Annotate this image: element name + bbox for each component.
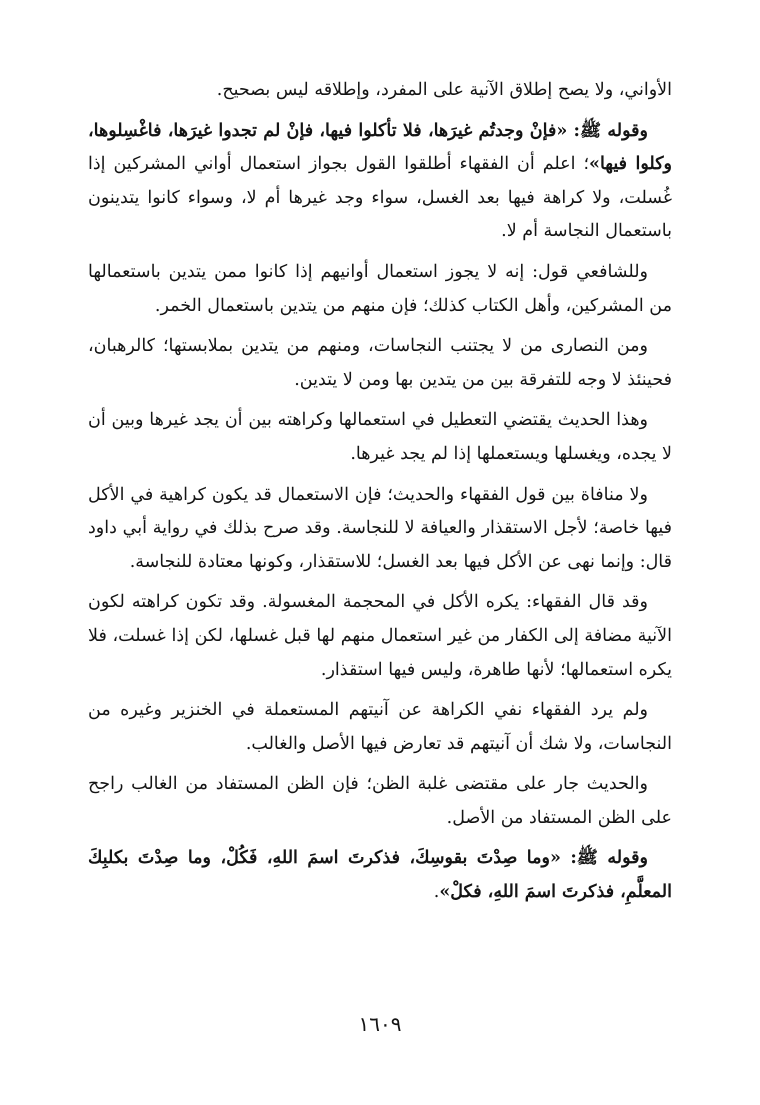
paragraph [88,330,672,397]
paragraph [88,479,672,580]
text-run: وهذا الحديث يقتضي التعطيل في استعمالها وكراهته بين أن يجد غيرها وبين أن لا يجده، ويغسلها ويستعملها إذا لم يجد غيرها. [88,410,672,464]
paragraph [88,115,672,249]
text-body [88,74,672,910]
text-run: ومن النصارى من لا يجتنب النجاسات، ومنهم من يتدين بملابستها؛ كالرهبان، فحينئذ لا وجه للتفرقة بين من يتدين بها ومن لا يتدين. [88,336,672,390]
paragraph [88,404,672,471]
page [88,74,672,985]
text-run: . [433,882,440,903]
paragraph [88,694,672,761]
hadith-quote: وقوله ﷺ: «وما صِدْتَ بقوسِكَ، فذكرتَ اسمَ اللهِ، فَكُلْ، وما صِدْتَ بكلبِكَ المعلَّمِ، فذكرتَ اسمَ اللهِ، فكلْ» [88,848,672,903]
hadith-quote: وقوله ﷺ: «فإنْ وجدتُم غيرَها، فلا تأكلوا فيها، فإنْ لم تجدوا غيرَها، فاغْسِلوها، وكلوا فيها» [88,120,672,175]
text-run: ولا منافاة بين قول الفقهاء والحديث؛ فإن الاستعمال قد يكون كراهية في الأكل فيها خاصة؛ لأجل الاستقذار والعيافة لا للنجاسة. وقد صرح بذلك في رواية أبي داود قال: وإنما نهى عن الأكل فيها بعد الغسل؛ للاستقذار، وكونها معتادة للنجاسة. [88,484,672,572]
paragraph [88,74,672,108]
text-run: ولم يرد الفقهاء نفي الكراهة عن آنيتهم المستعملة في الخنزير وغيره من النجاسات، ولا شك أن آنيتهم قد تعارض فيها الأصل والغالب. [88,700,672,754]
paragraph [88,842,672,909]
paragraph [88,256,672,323]
paragraph [88,768,672,835]
text-run: ؛ اعلم أن الفقهاء أطلقوا القول بجواز استعمال أواني المشركين إذا غُسلت، ولا كراهة فيها بعد الغسل، سواء وجد غيرها أم لا، وسواء كانوا يتدينون باستعمال النجاسة أم لا. [88,154,672,242]
text-run: وقد قال الفقهاء: يكره الأكل في المحجمة المغسولة. وقد تكون كراهته لكون الآنية مضافة إلى الكفار من غير استعمال منهم لها قبل غسلها، لكن إذا غسلت، فلا يكره استعمالها؛ لأنها طاهرة، وليس فيها استقذار. [88,592,672,680]
text-run: وللشافعي قول: إنه لا يجوز استعمال أوانيهم إذا كانوا ممن يتدين باستعمالها من المشركين، وأهل الكتاب كذلك؛ فإن منهم من يتدين باستعمال الخمر. [88,261,672,316]
text-run: الأواني، ولا يصح إطلاق الآنية على المفرد، وإطلاقه ليس بصحيح. [216,80,672,100]
page-number: ١٦٠٩ [358,1012,402,1036]
paragraph [88,586,672,687]
text-run: والحديث جار على مقتضى غلبة الظن؛ فإن الظن المستفاد من الغالب راجح على الظن المستفاد من الأصل. [88,774,672,828]
